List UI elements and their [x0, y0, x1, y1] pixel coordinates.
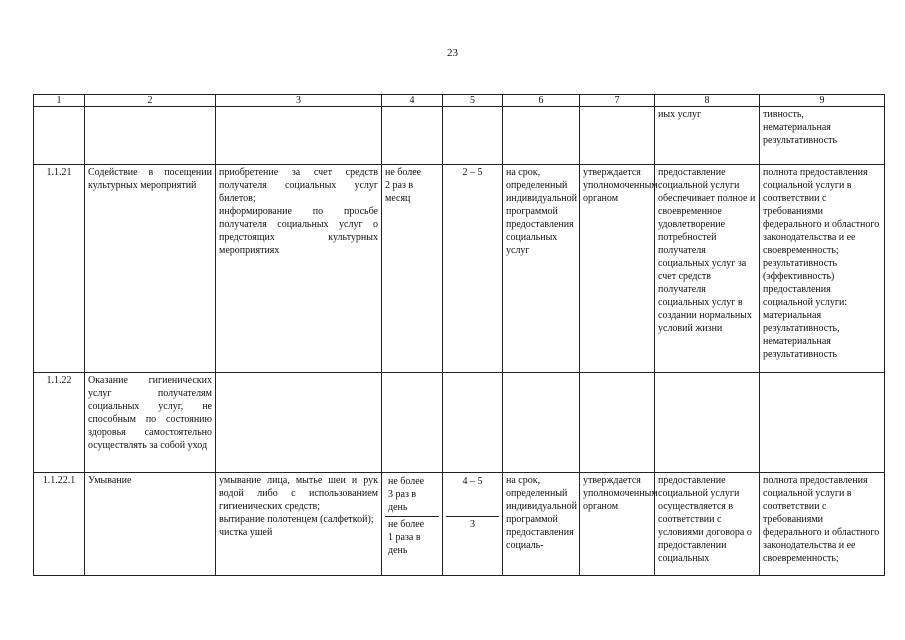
service-amount-2: 3	[470, 519, 475, 530]
service-amount-1: 4 – 5	[446, 474, 499, 517]
continuation-indicators: тивность, нематериальная результативность	[760, 107, 885, 165]
column-header-7: 7	[580, 95, 655, 107]
column-header-2: 2	[85, 95, 216, 107]
continuation-row	[34, 107, 885, 165]
service-description: умывание лица, мытье шеи и рук водой либо с использованием гигиенических средств; вытирание полотенцем (салфеткой); чистка ушей	[216, 473, 382, 576]
service-description: приобретение за счет средств получателя социальных услуг билетов; информирование по просьбе получателя социальных услуг о предстоящих культурных мероприятиях	[216, 165, 382, 373]
service-name: Содействие в посещении культурных мероприятий	[85, 165, 216, 373]
column-header-8: 8	[655, 95, 760, 107]
service-tariff: утверждается уполномоченным органом	[580, 165, 655, 373]
service-name: Умывание	[85, 473, 216, 576]
service-frequency: не более 2 раз в месяц	[382, 165, 443, 373]
service-number: 1.1.22	[34, 373, 85, 473]
column-header-9: 9	[760, 95, 885, 107]
column-header-3: 3	[216, 95, 382, 107]
service-indicators: полнота предоставления социальной услуги в соответствии с требованиями федерального и областного законодательства и ее своевременность;	[760, 473, 885, 576]
table-row-1-1-22	[34, 373, 885, 473]
service-conditions: предоставление социальной услуги осуществляется в соответствии с условиями договора о предоставлении социальных	[655, 473, 760, 576]
table-row-1-1-22-1	[34, 473, 885, 576]
column-header-5: 5	[443, 95, 503, 107]
service-amount: 2 – 5	[443, 165, 503, 373]
service-indicators: полнота предоставления социальной услуги в соответствии с требованиями федерального и областного законодательства и ее своевременность; результативность (эффективность) предоставления социальной услуги: материальная результативность, нематериальная результативность	[760, 165, 885, 373]
column-header-1: 1	[34, 95, 85, 107]
service-name: Оказание гигиенических услуг получателям социальных услуг, не способным по состоянию здоровья самостоятельно осуществлять за собой уход	[85, 373, 216, 473]
service-frequency-cell	[382, 473, 443, 576]
column-header-4: 4	[382, 95, 443, 107]
service-frequency-1: не более 3 раз в день	[385, 474, 439, 517]
column-header-6: 6	[503, 95, 580, 107]
service-frequency-2: не более 1 раза в день	[388, 519, 425, 556]
service-amount-cell	[443, 473, 503, 576]
column-number-header	[34, 95, 885, 107]
service-term: на срок, определенный индивидуальной программой предоставления социальных услуг	[503, 165, 580, 373]
continuation-conditions: иых услуг	[655, 107, 760, 165]
service-number: 1.1.22.1	[34, 473, 85, 576]
service-number: 1.1.21	[34, 165, 85, 373]
service-conditions: предоставление социальной услуги обеспечивает полное и своевременное удовлетворение потребностей получателя социальных услуг за счет средств получателя социальных услуг в создании нормальных условий жизни	[655, 165, 760, 373]
services-table	[33, 94, 885, 576]
page-number: 23	[447, 47, 458, 59]
service-tariff: утверждается уполномоченным органом	[580, 473, 655, 576]
service-term: на срок, определенный индивидуальной программой предоставления социаль-	[503, 473, 580, 576]
table-row-1-1-21	[34, 165, 885, 373]
